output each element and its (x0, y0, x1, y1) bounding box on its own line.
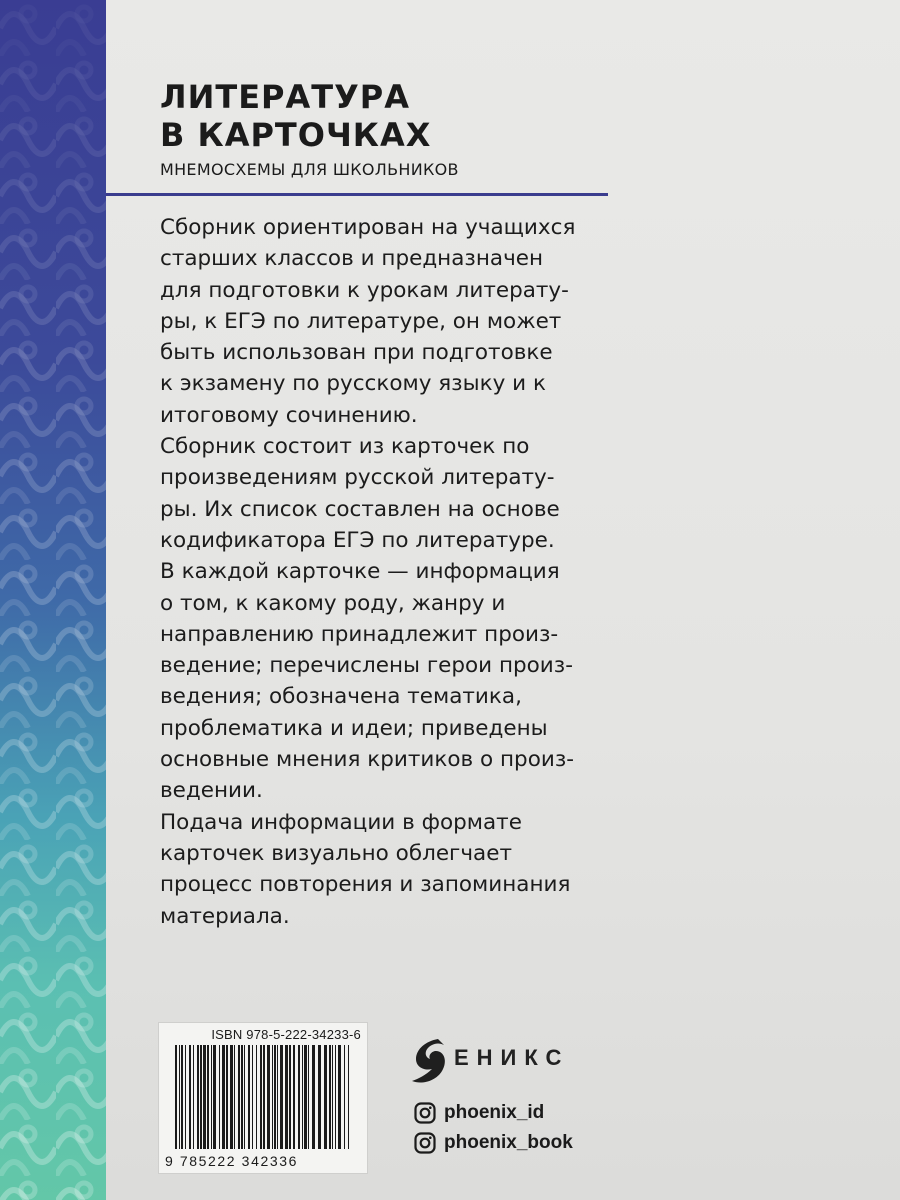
barcode-bar (280, 1045, 283, 1149)
social-handle-text: phoenix_id (444, 1102, 545, 1123)
publisher-logo (408, 1035, 608, 1087)
social-handle-phoenix-id (414, 1100, 544, 1126)
barcode-bar (189, 1045, 191, 1149)
barcode-bar (248, 1045, 250, 1149)
barcode-bar (274, 1045, 276, 1149)
barcode-bar (304, 1045, 307, 1149)
barcode-bar (272, 1045, 273, 1149)
barcode-bar (260, 1045, 262, 1149)
isbn-barcode (158, 1022, 368, 1174)
barcode-bar (203, 1045, 206, 1149)
barcode-bar (348, 1045, 349, 1149)
title-divider-rule (106, 193, 608, 196)
barcode-bar (324, 1045, 327, 1149)
barcode-bar (308, 1045, 309, 1149)
description-line: направлению принадлежит произ- (160, 621, 559, 647)
description-line: к экзамену по русскому языку и к (160, 371, 546, 397)
description-line: итоговому сочинению. (160, 402, 418, 428)
social-handle-text: phoenix_book (444, 1132, 573, 1153)
title-block (160, 78, 760, 179)
barcode-bar (200, 1045, 202, 1149)
barcode-bar (213, 1045, 216, 1149)
publisher-name: ЕНИКС (454, 1045, 570, 1070)
barcode-bar (179, 1045, 180, 1149)
barcode-bars (173, 1045, 355, 1151)
description-line: ведении. (160, 778, 263, 804)
barcode-bar (289, 1045, 291, 1149)
description-line: проблематика и идеи; приведены (160, 715, 548, 741)
description-line: карточек визуально облегчает (160, 840, 512, 866)
instagram-icon (414, 1132, 436, 1154)
description-line: ры, к ЕГЭ по литературе, он может (160, 308, 562, 334)
barcode-bar (211, 1045, 212, 1149)
description-line: Сборник состоит из карточек по (160, 434, 530, 460)
description-line: для подготовки к урокам литерату- (160, 277, 569, 303)
barcode-bar (238, 1045, 240, 1149)
social-handle-phoenix-book (414, 1130, 573, 1156)
barcode-bar (241, 1045, 243, 1149)
barcode-bar (329, 1045, 331, 1149)
barcode-bar (226, 1045, 228, 1149)
barcode-bar (222, 1045, 225, 1149)
barcode-bar (185, 1045, 186, 1149)
description-line: ры. Их список составлен на основе (160, 496, 560, 522)
barcode-bar (267, 1045, 270, 1149)
instagram-icon (414, 1102, 436, 1124)
description-line: старших классов и предназначен (160, 246, 544, 272)
barcode-bar (263, 1045, 265, 1149)
description-line: о том, к какому роду, жанру и (160, 590, 506, 616)
barcode-bar (193, 1045, 194, 1149)
barcode-bar (175, 1045, 177, 1149)
barcode-bar (293, 1045, 295, 1149)
spine-swirl-pattern (0, 0, 106, 1200)
description-line: материала. (160, 903, 290, 929)
barcode-bar (335, 1045, 336, 1149)
description-line: основные мнения критиков о произ- (160, 747, 575, 773)
barcode-bar (298, 1045, 300, 1149)
barcode-bar (252, 1045, 253, 1149)
book-title-line-1: ЛИТЕРАТУРА (160, 78, 410, 116)
barcode-bar (332, 1045, 333, 1149)
barcode-bar (207, 1045, 209, 1149)
description-line: Сборник ориентирован на учащихся (160, 215, 576, 240)
barcode-digits: 9 785222 342336 (165, 1153, 298, 1169)
description-line: быть использован при подготовке (160, 340, 553, 366)
description-line: кодификатора ЕГЭ по литературе. (160, 527, 555, 553)
description-line: ведения; обозначена тематика, (160, 684, 522, 710)
decorative-spine-pattern (0, 0, 106, 1200)
description-line: ведение; перечислены герои произ- (160, 653, 573, 679)
barcode-bar (219, 1045, 220, 1149)
barcode-bar (318, 1045, 321, 1149)
book-title-line-2: В КАРТОЧКАХ (160, 116, 432, 154)
description-line: Подача информации в формате (160, 809, 522, 835)
book-subtitle: МНЕМОСХЕМЫ ДЛЯ ШКОЛЬНИКОВ (160, 160, 459, 179)
barcode-bar (302, 1045, 303, 1149)
isbn-number: ISBN 978-5-222-34233-6 (211, 1027, 361, 1042)
barcode-bar (338, 1045, 341, 1149)
barcode-bar (312, 1045, 315, 1149)
barcode-bar (277, 1045, 278, 1149)
barcode-bar (244, 1045, 245, 1149)
barcode-bar (181, 1045, 183, 1149)
description-line: произведениям русской литерату- (160, 465, 555, 491)
description-text (160, 212, 700, 932)
barcode-bar (197, 1045, 199, 1149)
barcode-bar (285, 1045, 288, 1149)
barcode-bar (256, 1045, 257, 1149)
barcode-bar (344, 1045, 345, 1149)
description-line: В каждой карточке — информация (160, 559, 560, 585)
barcode-bar (230, 1045, 233, 1149)
barcode-bar (234, 1045, 235, 1149)
description-line: процесс повторения и запоминания (160, 872, 571, 898)
phoenix-logo-icon (408, 1035, 452, 1087)
